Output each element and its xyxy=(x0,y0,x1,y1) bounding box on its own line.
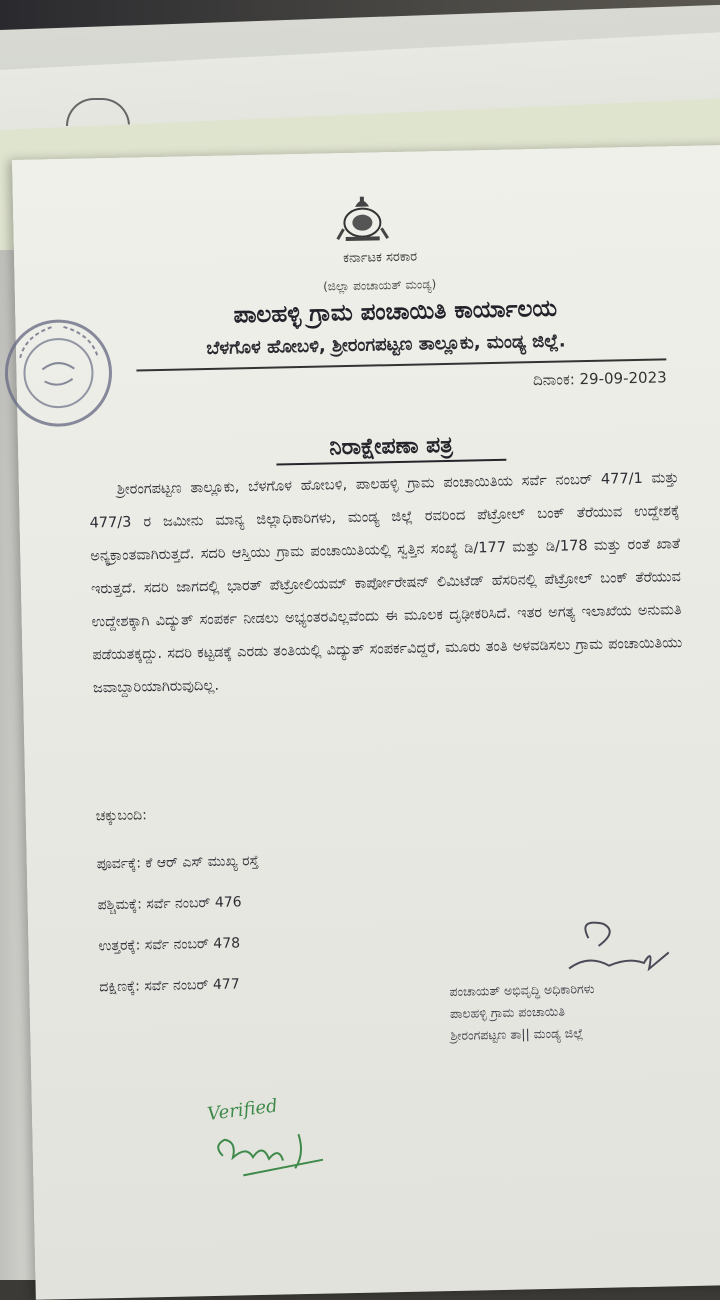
office-address: ಬೆಳಗೊಳ ಹೋಬಳಿ, ಶ್ರೀರಂಗಪಟ್ಟಣ ತಾಲ್ಲೂಕು, ಮಂಡ್ಯ ಜಿಲ್ಲೆ. xyxy=(206,330,566,359)
karnataka-emblem-icon xyxy=(335,192,390,243)
letter-date: ದಿನಾಂಕ: 29-09-2023 xyxy=(532,368,667,390)
round-seal-stamp xyxy=(1,316,115,430)
boundary-west xyxy=(97,879,418,927)
boundary-south xyxy=(99,961,420,1009)
verified-annotation xyxy=(202,1093,374,1207)
boundary-value: ಸರ್ವೆ ನಂಬರ್ 477 xyxy=(144,976,240,995)
boundary-side: ಪಶ್ಚಿಮಕ್ಕೆ: xyxy=(97,896,143,914)
boundary-north xyxy=(98,920,419,968)
government-label: ಕರ್ನಾಟಕ ಸರಕಾರ xyxy=(342,249,418,267)
signatory-block xyxy=(449,976,710,1047)
body-paragraph: ಶ್ರೀರಂಗಪಟ್ಟಣ ತಾಲ್ಲೂಕು, ಬೆಳಗೊಳ ಹೋಬಳಿ, ಪಾಲಹಳ್ಳಿ ಗ್ರಾಮ ಪಂಚಾಯಿತಿಯ ಸರ್ವೆ ನಂಬರ್ 477/1 ಮತ್ತು 477/3 ರ ಜಮೀನು ಮಾನ್ಯ ಜಿಲ್ಲಾಧಿಕಾರಿಗಳು, ಮಂಡ್ಯ ಜಿಲ್ಲೆ ರವರಿಂದ ಪೆಟ್ರೋಲ್ ಬಂಕ್ ತೆರೆಯುವ ಉದ್ದೇಶಕ್ಕೆ ಅನ್ಯಕ್ರಾಂತವಾಗಿರುತ್ತದೆ. ಸದರಿ ಆಸ್ತಿಯು ಗ್ರಾಮ ಪಂಚಾಯಿತಿಯಲ್ಲಿ ಸ್ವತ್ತಿನ ಸಂಖ್ಯೆ ಡಿ/177 ಮತ್ತು ಡಿ/178 ಮತ್ತು ರಂತೆ ಖಾತೆ ಇರುತ್ತದೆ. ಸದರಿ ಜಾಗದಲ್ಲಿ ಭಾರತ್ ಪೆಟ್ರೋಲಿಯಮ್ ಕಾರ್ಪೋರೇಷನ್ ಲಿಮಿಟೆಡ್ ಹೆಸರಿನಲ್ಲಿ ಪೆಟ್ರೋಲ್ ಬಂಕ್ ತೆರೆಯುವ ಉದ್ದೇಶಕ್ಕಾಗಿ ವಿದ್ಯುತ್ ಸಂಪರ್ಕ ನೀಡಲು ಅಭ್ಯಂತರವಿಲ್ಲವೆಂದು ಈ ಮೂಲಕ ದೃಢೀಕರಿಸಿದೆ. ಇತರ ಅಗತ್ಯ ಇಲಾಖೆಯ ಅನುಮತಿ ಪಡೆಯತಕ್ಕದ್ದು. ಸದರಿ ಕಟ್ಟಡಕ್ಕೆ ಎರಡು ತಂತಿಯಲ್ಲಿ ವಿದ್ಯುತ್ ಸಂಪರ್ಕವಿದ್ದರೆ, ಮೂರು ತಂತಿ ಅಳವಡಿಸಲು ಗ್ರಾಮ ಪಂಚಾಯಿತಿಯು ಜವಾಬ್ದಾರಿಯಾಗಿರುವುದಿಲ್ಲ. xyxy=(89,470,683,697)
boundary-value: ಸರ್ವೆ ನಂಬರ್ 478 xyxy=(144,935,241,954)
boundary-value: ಕೆ ಆರ್ ಎಸ್ ಮುಖ್ಯ ರಸ್ತೆ xyxy=(145,852,259,872)
boundary-east xyxy=(96,838,417,886)
boundary-side: ದಕ್ಷಿಣಕ್ಕೆ: xyxy=(99,978,141,996)
signatory-designation: ಪಂಚಾಯತ್ ಅಭಿವೃದ್ಧಿ ಅಧಿಕಾರಿಗಳು xyxy=(449,980,595,1000)
document-body xyxy=(89,462,684,705)
boundary-side: ಉತ್ತರಕ್ಕೆ: xyxy=(98,937,141,955)
document-title: ನಿರಾಕ್ಷೇಪಣಾ ಪತ್ರ xyxy=(276,432,507,466)
noc-document xyxy=(12,145,720,1300)
zilla-panchayat-label: (ಜಿಲ್ಲಾ ಪಂಚಾಯತ್ ಮಂಡ್ಯ) xyxy=(323,277,437,294)
signatory-location: ಶ್ರೀರಂಗಪಟ್ಟಣ ತಾ|| ಮಂಡ್ಯ ಜಿಲ್ಲೆ xyxy=(450,1025,584,1044)
office-title: ಪಾಲಹಳ್ಳಿ ಗ್ರಾಮ ಪಂಚಾಯಿತಿ ಕಾರ್ಯಾಲಯ xyxy=(233,294,558,329)
boundary-value: ಸರ್ವೆ ನಂಬರ್ 476 xyxy=(146,894,242,913)
boundaries-heading: ಚಕ್ಕುಬಂದಿ: xyxy=(95,807,148,825)
boundaries-list xyxy=(96,838,419,1009)
boundary-side: ಪೂರ್ವಕ್ಕೆ: xyxy=(96,855,142,873)
signatory-office: ಪಾಲಹಳ್ಳಿ ಗ್ರಾಮ ಪಂಚಾಯಿತಿ xyxy=(449,1003,566,1022)
verified-text: Verified xyxy=(206,1095,279,1126)
